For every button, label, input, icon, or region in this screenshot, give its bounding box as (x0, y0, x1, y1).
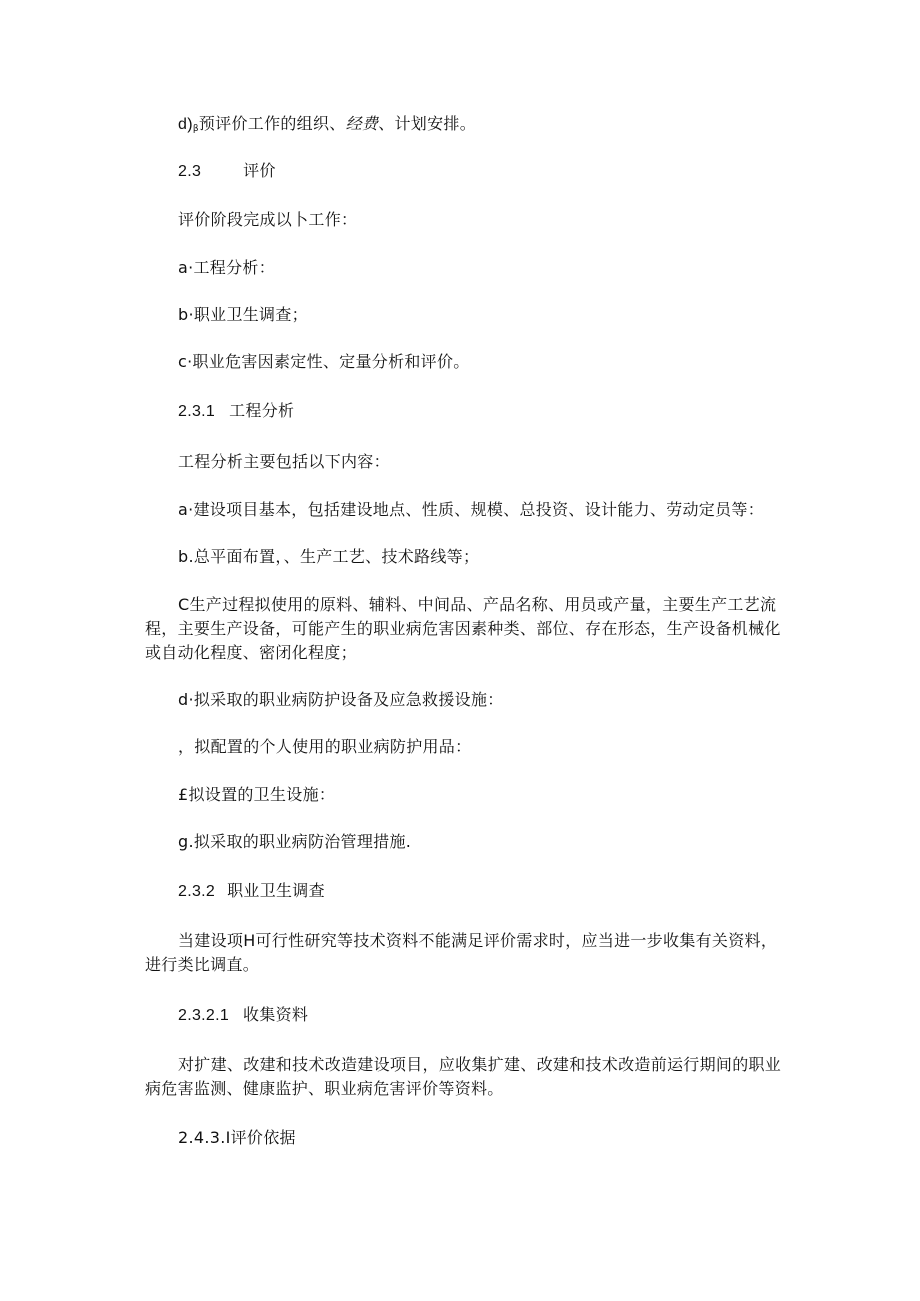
engineering-item-c: C生产过程拟使用的原料、辅料、中间品、产品名称、用员或产量，主要生产工艺流程，主要生产设备，可能产生的职业病危害因素种类、部位、存在形态，生产设备机械化或自动化程度、密闭化程度； (145, 595, 781, 662)
engineering-item-d: d·拟采取的职业病防护设备及应急救援设施： (178, 690, 504, 709)
engineering-item-f: £拟设置的卫生设施： (178, 785, 336, 804)
eval-item-a: a·工程分析： (178, 258, 275, 277)
section-2-3-2-heading (178, 879, 325, 904)
item-d-text-2: 、计划安排。 (378, 114, 476, 133)
section-title: 职业卫生调查 (227, 881, 325, 900)
eval-item-c: c·职业危害因素定性、定量分析和评价。 (178, 352, 470, 371)
item-d-text-1: 预评价工作的组织、 (198, 114, 346, 133)
section-2-3-2-1-heading (178, 1003, 308, 1028)
survey-paragraph: 当建设项H可行性研究等技术资料不能满足评价需求时，应当进一步收集有关资料，进行类比调直。 (145, 931, 778, 974)
section-number: 2.3.2 (178, 883, 216, 900)
engineering-item-e: ，拟配置的个人使用的职业病防护用品： (178, 737, 472, 756)
item-d-organization (178, 112, 476, 141)
eval-stage-intro: 评价阶段完成以卜工作： (178, 210, 358, 229)
section-2-4-3-1-heading: 2.4.3.I评价依据 (178, 1128, 296, 1147)
engineering-intro: 工程分析主要包括以下内容： (178, 452, 390, 471)
collect-paragraph: 对扩建、改建和技术改造建设项目，应收集扩建、改建和技术改造前运行期间的职业病危害监测、健康监护、职业病危害评价等资料。 (145, 1055, 782, 1098)
item-d-prefix: d) (178, 116, 193, 133)
section-title: 收集资料 (243, 1005, 309, 1024)
item-d-text-italic: 经费 (345, 114, 379, 133)
item-d-subscript: β (192, 124, 199, 134)
section-2-3-1-heading (178, 399, 294, 424)
engineering-item-g: g.拟采取的职业病防治管理措施. (178, 832, 412, 851)
section-2-3-heading (178, 159, 276, 184)
engineering-item-b: b.总平面布置，、生产工艺、技术路线等； (178, 547, 480, 566)
eval-item-b: b·职业卫生调查； (178, 305, 308, 324)
engineering-item-a: a·建设项目基本，包括建设地点、性质、规模、总投资、设计能力、劳动定员等： (178, 500, 764, 519)
section-title: 评价 (243, 161, 276, 180)
section-title: 工程分析 (229, 401, 295, 420)
section-number: 2.3.1 (178, 403, 216, 420)
section-number: 2.3.2.1 (178, 1007, 230, 1024)
section-number: 2.3 (178, 163, 202, 180)
